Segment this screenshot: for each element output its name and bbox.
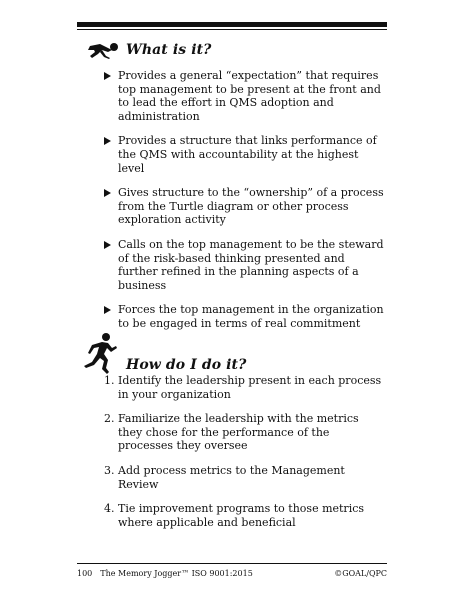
bullet-triangle-icon bbox=[104, 241, 111, 249]
step-text: Tie improvement programs to those metrics where applicable and beneficial bbox=[118, 502, 365, 529]
copyright: ©GOAL/QPC bbox=[334, 569, 387, 578]
bullet-triangle-icon bbox=[104, 72, 111, 80]
top-rule bbox=[77, 22, 387, 27]
list-item bbox=[104, 186, 386, 227]
step-number: 3. bbox=[104, 463, 115, 477]
list-item bbox=[104, 134, 386, 175]
page-number: 100 bbox=[77, 569, 93, 578]
top-rule-thin bbox=[77, 29, 387, 30]
bullet-text: Calls on the top management to be the steward of the risk-based thinking presented and further refined in the planning aspects of a business bbox=[118, 237, 384, 292]
list-item bbox=[104, 374, 386, 401]
step-text: Familiarize the leadership with the metrics they chose for the performance of the processes they oversee bbox=[118, 412, 359, 453]
bullet-triangle-icon bbox=[104, 137, 111, 145]
runner-icon bbox=[78, 332, 118, 376]
list-item bbox=[104, 69, 386, 123]
how-step-list bbox=[104, 374, 386, 540]
step-text: Add process metrics to the Management Review bbox=[118, 463, 345, 491]
step-number: 4. bbox=[104, 502, 115, 516]
footer-rule bbox=[77, 563, 387, 564]
step-number: 1. bbox=[104, 374, 115, 387]
step-number: 2. bbox=[104, 412, 115, 426]
bullet-text: Provides a general “expectation” that requires top management to be present at the front and to lead the effort in QMS adoption and administration bbox=[118, 69, 381, 123]
how-section-header bbox=[78, 332, 246, 376]
sprinter-icon bbox=[86, 40, 120, 60]
bullet-triangle-icon bbox=[104, 306, 111, 314]
how-section-title: How do I do it? bbox=[126, 357, 247, 373]
list-item bbox=[104, 238, 386, 292]
page-footer bbox=[77, 569, 387, 578]
bullet-text: Forces the top management in the organization to be engaged in terms of real commitment bbox=[118, 303, 384, 330]
list-item bbox=[104, 502, 386, 529]
what-section-title: What is it? bbox=[126, 42, 212, 58]
step-text: Identify the leadership present in each process in your organization bbox=[118, 374, 382, 401]
bullet-text: Provides a structure that links performance of the QMS with accountability at the highest level bbox=[118, 134, 377, 175]
bullet-text: Gives structure to the “ownership” of a process from the Turtle diagram or other process exploration activity bbox=[118, 186, 384, 227]
book-title: The Memory Jogger™ ISO 9001:2015 bbox=[100, 569, 253, 578]
list-item bbox=[104, 412, 386, 453]
list-item bbox=[104, 303, 386, 330]
what-section-header bbox=[86, 40, 211, 60]
bullet-triangle-icon bbox=[104, 189, 111, 197]
what-bullet-list bbox=[104, 69, 386, 342]
list-item bbox=[104, 464, 386, 491]
